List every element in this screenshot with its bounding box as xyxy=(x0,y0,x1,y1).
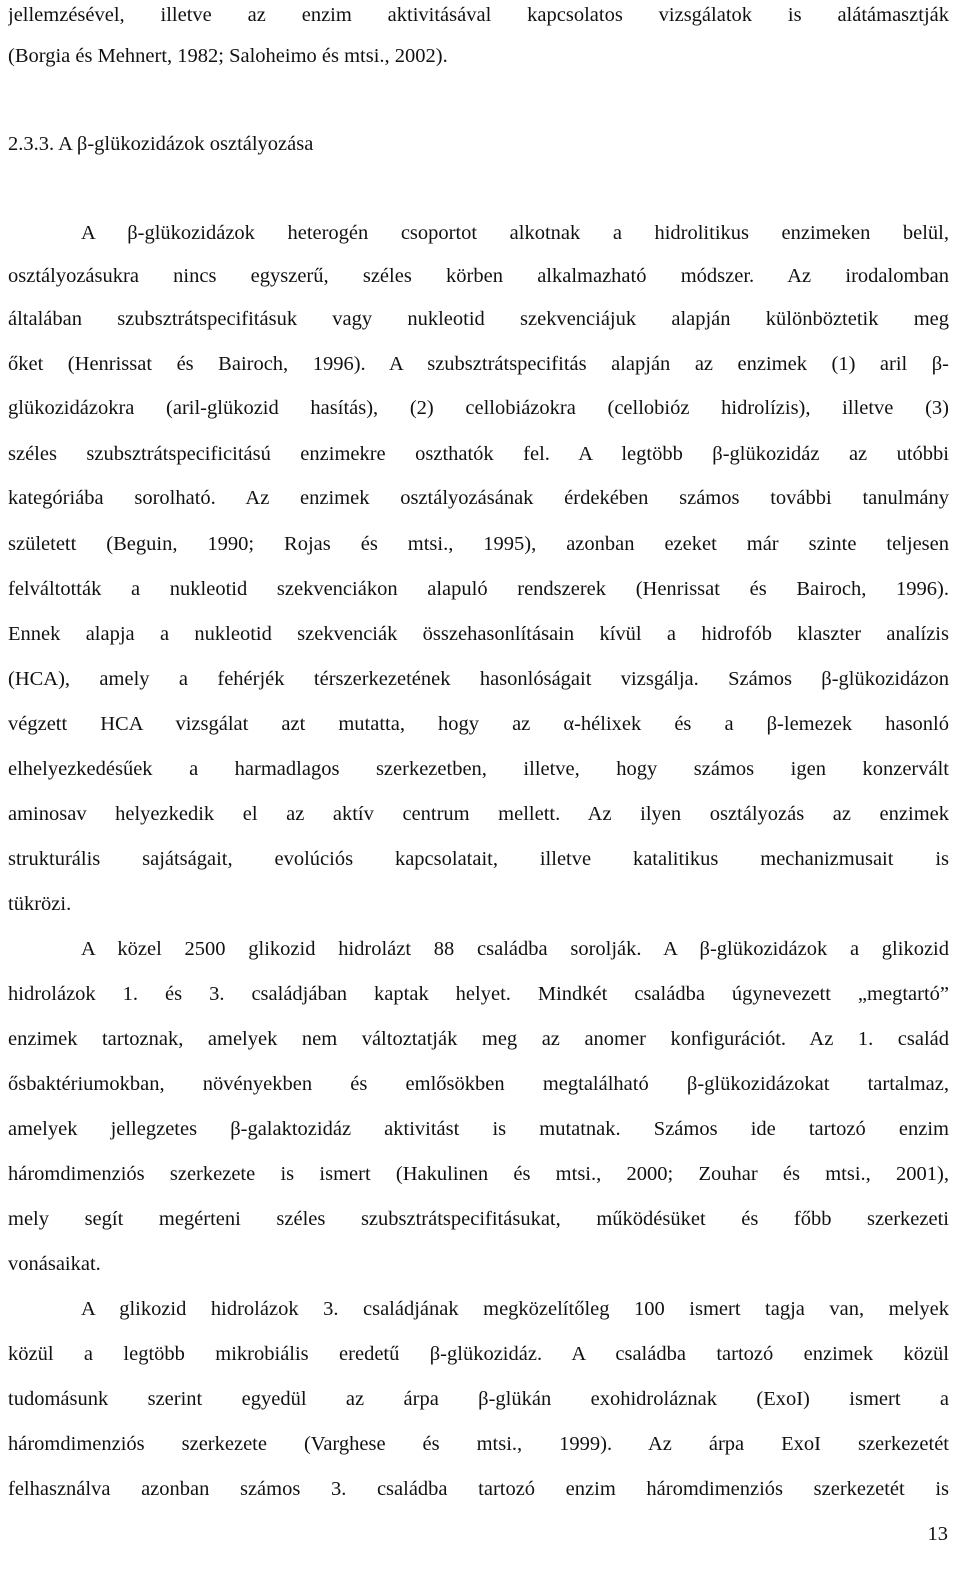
paragraph-line: háromdimenziós szerkezete is ismert (Hakulinen és mtsi., 2000; Zouhar és mtsi., 2001), xyxy=(8,1163,949,1185)
paragraph-line: osztályozásukra nincs egyszerű, széles körben alkalmazható módszer. Az irodalomban xyxy=(8,265,949,287)
paragraph-line: általában szubsztrátspecifitásuk vagy nukleotid szekvenciájuk alapján különböztetik meg xyxy=(8,308,949,330)
paragraph-line: őket (Henrissat és Bairoch, 1996). A szubsztrátspecifitás alapján az enzimek (1) aril β- xyxy=(8,353,949,375)
paragraph-line: enzimek tartoznak, amelyek nem változtatják meg az anomer konfigurációt. Az 1. család xyxy=(8,1028,949,1050)
section-heading: 2.3.3. A β-glükozidázok osztályozása xyxy=(8,133,314,155)
paragraph-line: (HCA), amely a fehérjék térszerkezetének hasonlóságait vizsgálja. Számos β-glükozidázon xyxy=(8,668,949,690)
paragraph-line: aminosav helyezkedik el az aktív centrum mellett. Az ilyen osztályozás az enzimek xyxy=(8,803,949,825)
paragraph-line: kategóriába sorolható. Az enzimek osztályozásának érdekében számos további tanulmány xyxy=(8,487,949,509)
paragraph-line: glükozidázokra (aril-glükozid hasítás), (2) cellobiázokra (cellobióz hidrolízis), illetve (3) xyxy=(8,397,949,419)
paragraph-line: mely segít megérteni széles szubsztrátspecifitásukat, működésüket és főbb szerkezeti xyxy=(8,1208,949,1230)
paragraph-line: közül a legtöbb mikrobiális eredetű β-glükozidáz. A családba tartozó enzimek közül xyxy=(8,1343,949,1365)
page-number: 13 xyxy=(927,1523,948,1545)
paragraph-line: A közel 2500 glikozid hidrolázt 88 családba sorolják. A β-glükozidázok a glikozid xyxy=(81,938,949,960)
paragraph-line: végzett HCA vizsgálat azt mutatta, hogy az α-hélixek és a β-lemezek hasonló xyxy=(8,713,949,735)
paragraph-line: született (Beguin, 1990; Rojas és mtsi., 1995), azonban ezeket már szinte teljesen xyxy=(8,533,949,555)
paragraph-line: tudomásunk szerint egyedül az árpa β-glükán exohidroláznak (ExoI) ismert a xyxy=(8,1388,949,1410)
paragraph-line: A β-glükozidázok heterogén csoportot alkotnak a hidrolitikus enzimeken belül, xyxy=(81,222,949,244)
paragraph-line: felváltották a nukleotid szekvenciákon alapuló rendszerek (Henrissat és Bairoch, 1996). xyxy=(8,578,949,600)
paragraph-line: széles szubsztrátspecificitású enzimekre oszthatók fel. A legtöbb β-glükozidáz az utóbbi xyxy=(8,443,949,465)
intro-line: (Borgia és Mehnert, 1982; Saloheimo és mtsi., 2002). xyxy=(8,45,448,67)
paragraph-line: elhelyezkedésűek a harmadlagos szerkezetben, illetve, hogy számos igen konzervált xyxy=(8,758,949,780)
paragraph-line: Ennek alapja a nukleotid szekvenciák összehasonlításain kívül a hidrofób klaszter analízis xyxy=(8,623,949,645)
paragraph-line: vonásaikat. xyxy=(8,1253,101,1275)
paragraph-line: háromdimenziós szerkezete (Varghese és mtsi., 1999). Az árpa ExoI szerkezetét xyxy=(8,1433,949,1455)
paragraph-line: amelyek jellegzetes β-galaktozidáz aktivitást is mutatnak. Számos ide tartozó enzim xyxy=(8,1118,949,1140)
paragraph-line: tükrözi. xyxy=(8,893,72,915)
intro-line: jellemzésével, illetve az enzim aktivitásával kapcsolatos vizsgálatok is alátámasztják xyxy=(8,4,949,26)
paragraph-line: ősbaktériumokban, növényekben és emlősökben megtalálható β-glükozidázokat tartalmaz, xyxy=(8,1073,949,1095)
paragraph-line: hidrolázok 1. és 3. családjában kaptak helyet. Mindkét családba úgynevezett „megtartó” xyxy=(8,983,949,1005)
paragraph-line: felhasználva azonban számos 3. családba tartozó enzim háromdimenziós szerkezetét is xyxy=(8,1478,949,1500)
paragraph-line: strukturális sajátságait, evolúciós kapcsolatait, illetve katalitikus mechanizmusait is xyxy=(8,848,949,870)
paragraph-line: A glikozid hidrolázok 3. családjának megközelítőleg 100 ismert tagja van, melyek xyxy=(81,1298,949,1320)
